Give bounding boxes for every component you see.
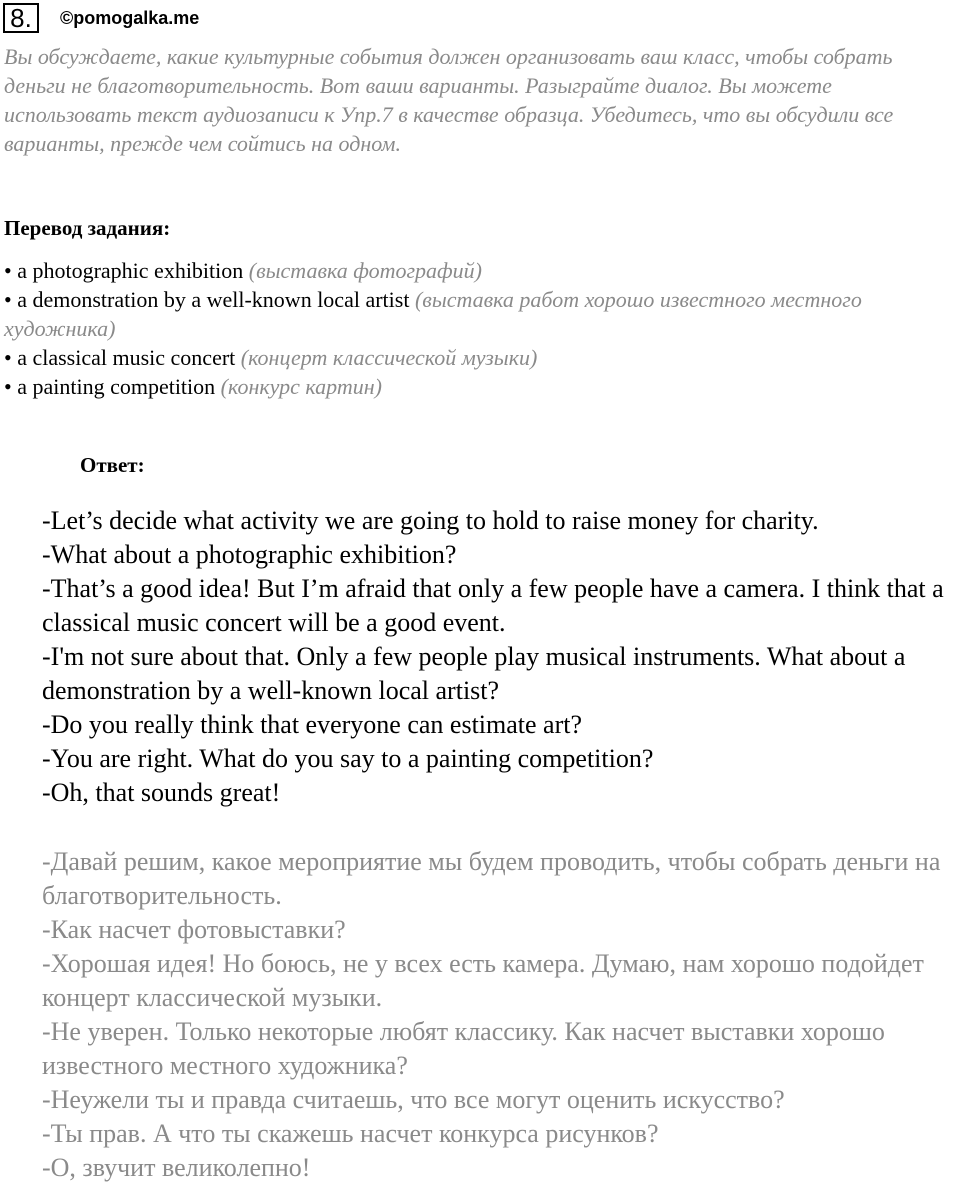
task-text: Вы обсуждаете, какие культурные события должен организовать ваш класс, чтобы собрать деньги не благотворительность. Вот ваши варианты. Разыграйте диалог. Вы можете использовать текст аудиозаписи к Упр.7 в качестве образца. Убедитесь, что вы обсудили все варианты, прежде чем сойтись на одном. (4, 44, 894, 156)
dialog-english (42, 504, 957, 810)
option-ru: (выставка фотографий) (248, 258, 482, 283)
option-ru: (конкурс картин) (220, 374, 382, 399)
dialog-line: -Неужели ты и правда считаешь, что все могут оценить искусство? (42, 1085, 785, 1114)
option-item (4, 372, 954, 401)
dialog-line: -О, звучит великолепно! (42, 1153, 311, 1182)
bullet: • (4, 374, 12, 399)
option-item (4, 343, 954, 372)
exercise-number: 8. (3, 3, 39, 33)
option-en: a demonstration by a well-known local artist (17, 287, 410, 312)
bullet: • (4, 345, 12, 370)
dialog-line: -Не уверен. Только некоторые любят классику. Как насчет выставки хорошо известного местного художника? (42, 1017, 885, 1080)
dialog-line: -Let’s decide what activity we are going to hold to raise money for charity. (42, 506, 819, 535)
dialog-line: -I'm not sure about that. Only a few people play musical instruments. What about a demonstration by a well-known local artist? (42, 642, 906, 705)
site-watermark: ©pomogalka.me (60, 8, 200, 28)
dialog-line: -Oh, that sounds great! (42, 778, 281, 807)
option-en: a painting competition (17, 374, 216, 399)
dialog-line: -What about a photographic exhibition? (42, 540, 457, 569)
dialog-line: -Хорошая идея! Но боюсь, не у всех есть камера. Думаю, нам хорошо подойдет концерт классической музыки. (42, 949, 924, 1012)
options-list (4, 256, 954, 401)
option-item (4, 285, 954, 343)
dialog-russian (42, 845, 957, 1185)
answer-title: Ответ: (80, 453, 145, 477)
dialog-line: -Как насчет фотовыставки? (42, 915, 346, 944)
option-ru: (концерт классической музыки) (240, 345, 538, 370)
option-item (4, 256, 954, 285)
dialog-line: -That’s a good idea! But I’m afraid that only a few people have a camera. I think that a classical music concert will be a good event. (42, 574, 944, 637)
dialog-line: -Давай решим, какое мероприятие мы будем проводить, чтобы собрать деньги на благотворительность. (42, 847, 941, 910)
dialog-line: -Do you really think that everyone can estimate art? (42, 710, 583, 739)
dialog-line: -Ты прав. А что ты скажешь насчет конкурса рисунков? (42, 1119, 659, 1148)
bullet: • (4, 258, 12, 283)
option-en: a photographic exhibition (17, 258, 244, 283)
option-en: a classical music concert (17, 345, 236, 370)
translation-title: Перевод задания: (4, 216, 171, 240)
bullet: • (4, 287, 12, 312)
option-ru: (выставка работ хорошо известного местного художника) (4, 287, 862, 341)
dialog-line: -You are right. What do you say to a painting competition? (42, 744, 654, 773)
